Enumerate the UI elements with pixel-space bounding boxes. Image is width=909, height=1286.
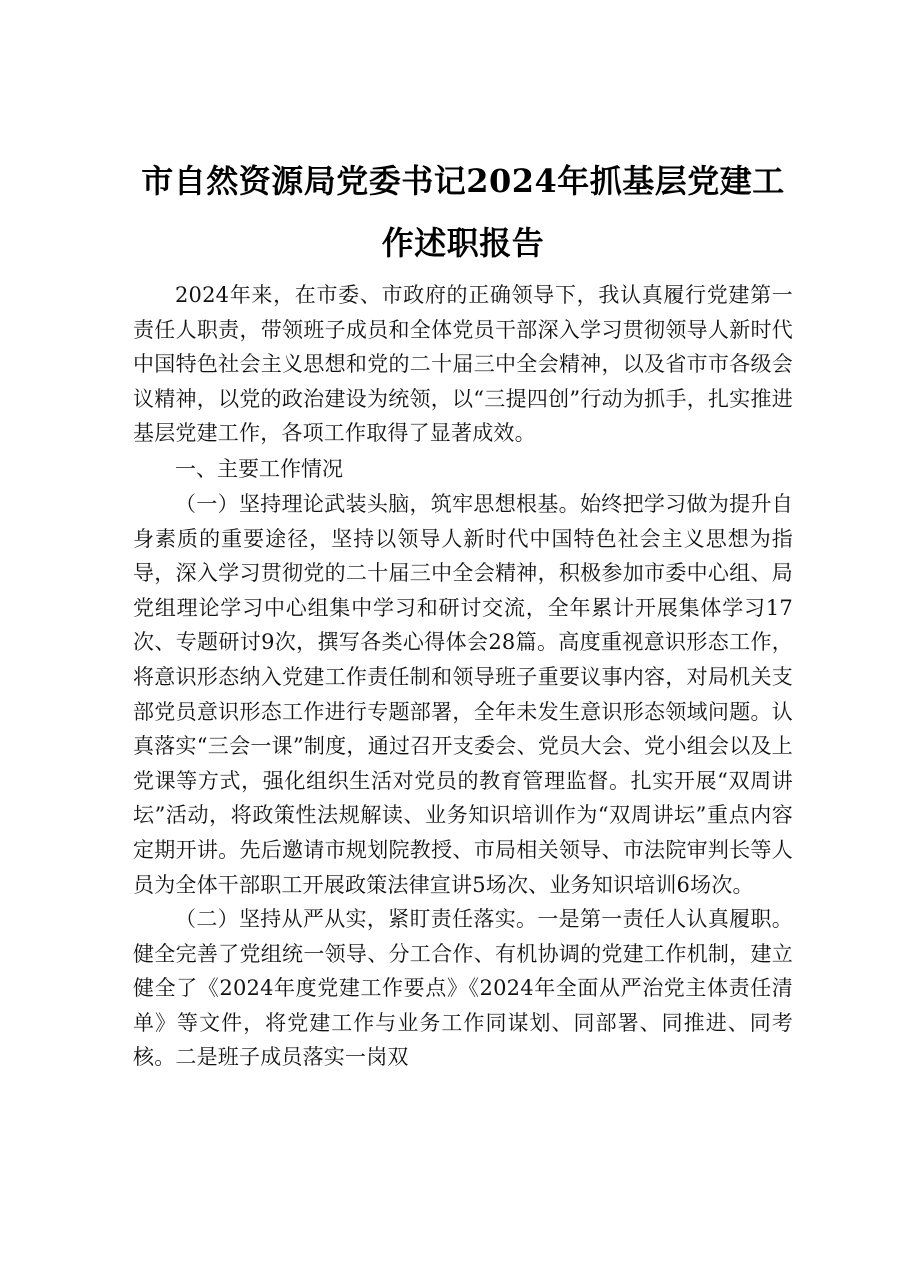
intro-paragraph: 2024年来，在市委、市政府的正确领导下，我认真履行党建第一责任人职责，带领班子成员和全体党员干部深入学习贯彻领导人新时代中国特色社会主义思想和党的二十届三中全会精神，以及省市市各级会议精神，以党的政治建设为统领，以“三提四创”行动为抓手，扎实推进基层党建工作，各项工作取得了显著成效。 xyxy=(133,283,793,446)
document-body xyxy=(133,150,793,1075)
document-title: 市自然资源局党委书记2024年抓基层党建工作述职报告 xyxy=(141,162,785,262)
section-heading-main-work: 一、主要工作情况 xyxy=(175,456,343,481)
subsection-theory-body: 始终把学习做为提升自身素质的重要途径，坚持以领导人新时代中国特色社会主义思想为指导，深入学习贯彻党的二十届三中全会精神，积极参加市委中心组、局党组理论学习中心组集中学习和研讨交流，全年累计开展集体学习17次、专题研讨9次，撰写各类心得体会28篇。高度重视意识形态工作，将意识形态纳入党建工作责任制和领导班子重要议事内容，对局机关支部党员意识形态工作进行专题部署，全年未发生意识形态领域问题。认真落实“三会一课”制度，通过召开支委会、党员大会、党小组会以及上党课等方式，强化组织生活对党员的教育管理监督。扎实开展“双周讲坛”活动，将政策性法规解读、业务知识培训作为“双周讲坛”重点内容定期开讲。先后邀请市规划院教授、市局相关领导、市法院审判长等人员为全体干部职工开展政策法律宣讲5场次、业务知识培训6场次。 xyxy=(133,491,793,897)
subsection-theory-paragraph xyxy=(133,487,793,902)
subsection-responsibility-lead: （二）坚持从严从实，紧盯责任落实。 xyxy=(175,907,538,932)
subsection-theory-lead: （一）坚持理论武装头脑，筑牢思想根基。 xyxy=(175,491,580,516)
subsection-responsibility-paragraph xyxy=(133,902,793,1075)
subsection-responsibility-body: 一是第一责任人认真履职。健全完善了党组统一领导、分工合作、有机协调的党建工作机制，建立健全了《2024年度党建工作要点》《2024年全面从严治党主体责任清单》等文件，将党建工作与业务工作同谋划、同部署、同推进、同考核。二是班子成员落实一岗双 xyxy=(133,907,793,1070)
